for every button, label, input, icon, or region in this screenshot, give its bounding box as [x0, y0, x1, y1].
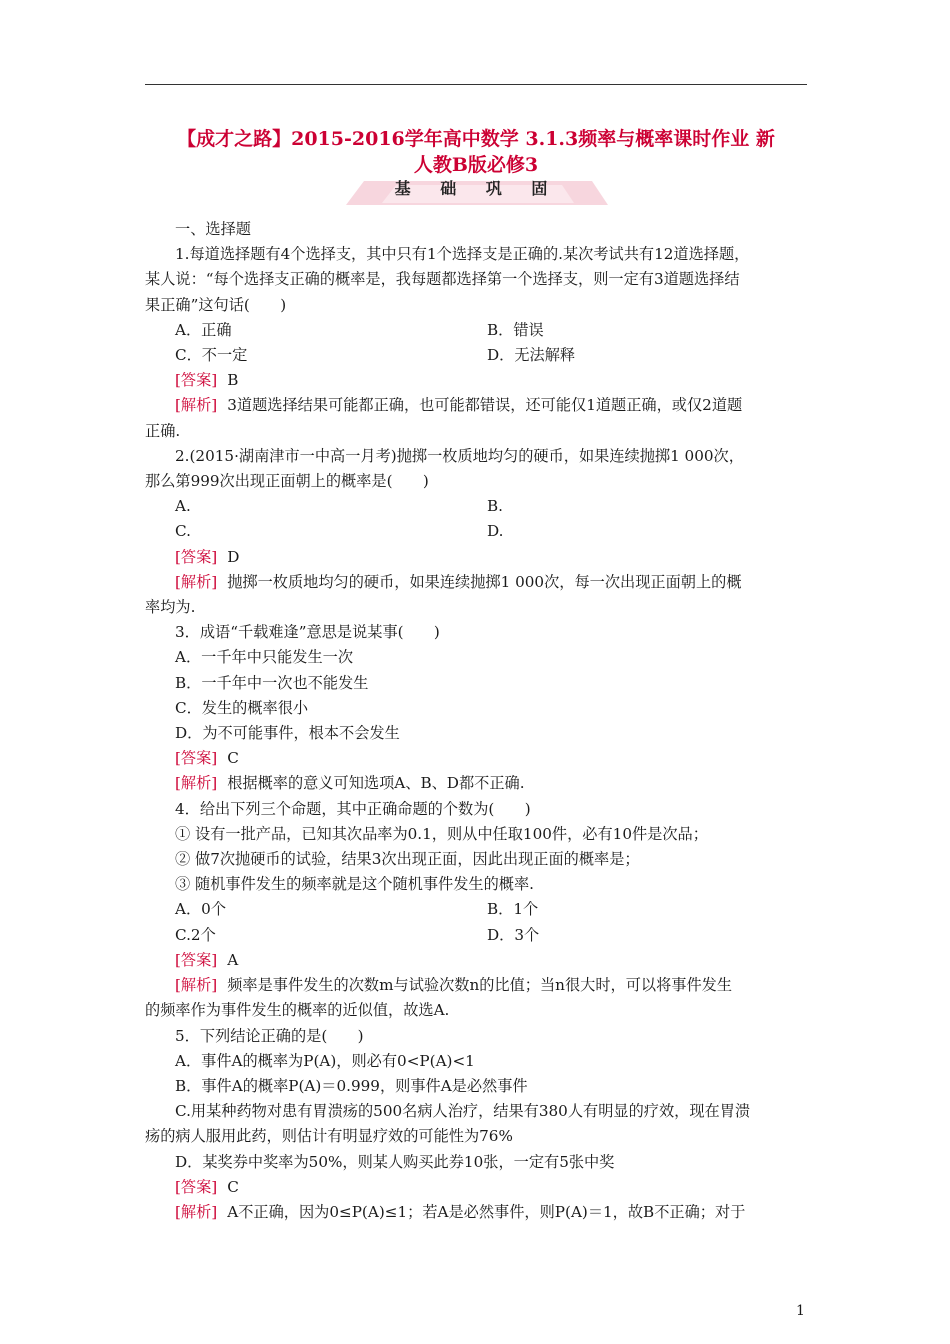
answer-tag: [答案] — [175, 1177, 218, 1196]
q2-option-d: D. — [487, 522, 504, 541]
q1-answer-value: B — [227, 371, 239, 390]
q5-option-a: A．事件A的概率为P(A)，则必有0<P(A)<1 — [175, 1051, 475, 1070]
q2-option-a: A. — [175, 497, 191, 516]
q3-answer — [145, 746, 810, 771]
q5-option-b: B．事件A的概率P(A)＝0.999，则事件A是必然事件 — [175, 1076, 528, 1095]
q4-item-3: ③ 随机事件发生的频率就是这个随机事件发生的概率. — [175, 875, 534, 894]
analysis-tag: [解析] — [175, 396, 218, 415]
q2-answer-value: D — [227, 547, 240, 566]
q2-option-c: C. — [175, 522, 191, 541]
q4-options-row-1 — [145, 897, 810, 922]
analysis-tag: [解析] — [175, 774, 218, 793]
q2-options-row-1 — [145, 494, 810, 519]
q4-options-row-2 — [145, 923, 810, 948]
q5-option-c-2: 疡的病人服用此药，则估计有明显疗效的可能性为76% — [145, 1127, 513, 1146]
q4-option-d: D．3个 — [487, 925, 540, 944]
q5-option-c-1: C.用某种药物对患有胃溃疡的500名病人治疗，结果有380人有明显的疗效，现在胃溃 — [175, 1102, 751, 1121]
q5-analysis: [解析] A不正确，因为0≤P(A)≤1；若A是必然事件，则P(A)＝1，故B不正确；对于 — [175, 1202, 746, 1221]
document-title — [145, 126, 807, 178]
q4-stem: 4．给出下列三个命题，其中正确命题的个数为( ) — [175, 799, 531, 818]
q5-option-d: D．某奖券中奖率为50%，则某人购买此券10张，一定有5张中奖 — [175, 1152, 615, 1171]
q1-option-d: D．无法解释 — [487, 346, 576, 365]
answer-tag: [答案] — [175, 547, 218, 566]
q3-option-a: A．一千年中只能发生一次 — [175, 648, 354, 667]
title-line-1: 【成才之路】2015-2016学年高中数学 3.1.3频率与概率课时作业 新 — [177, 128, 775, 150]
answer-tag: [答案] — [175, 950, 218, 969]
q2-analysis-1: [解析] 抛掷一枚质地均匀的硬币，如果连续抛掷1 000次，每一次出现正面朝上的概 — [175, 572, 742, 591]
q4-item-2: ② 做7次抛硬币的试验，结果3次出现正面，因此出现正面的概率是； — [175, 850, 640, 869]
q4-item-1: ① 设有一批产品，已知其次品率为0.1，则从中任取100件，必有10件是次品； — [175, 824, 708, 843]
q5-answer — [145, 1175, 810, 1200]
q4-option-c: C.2个 — [175, 925, 216, 944]
analysis-tag: [解析] — [175, 1202, 218, 1221]
q1-stem-2: 某人说：“每个选择支正确的概率是，我每题都选择第一个选择支，则一定有3道题选择结 — [145, 270, 740, 289]
analysis-tag: [解析] — [175, 976, 218, 995]
q4-analysis-1: [解析] 频率是事件发生的次数m与试验次数n的比值；当n很大时，可以将事件发生 — [175, 976, 733, 995]
q1-option-a: A．正确 — [175, 320, 232, 339]
q4-answer-value: A — [227, 950, 239, 969]
q1-answer — [145, 368, 810, 393]
q1-options-row-1 — [145, 318, 810, 343]
analysis-tag: [解析] — [175, 572, 218, 591]
q2-stem-1: 2.(2015·湖南津市一中高一月考)抛掷一枚质地均匀的硬币，如果连续抛掷1 000次， — [175, 446, 744, 465]
question-content — [145, 217, 810, 1225]
q5-answer-value: C — [227, 1177, 239, 1196]
q2-options-row-2 — [145, 519, 810, 544]
answer-tag: [答案] — [175, 749, 218, 768]
q1-analysis-2: 正确. — [145, 421, 181, 440]
title-line-2: 人教B版必修3 — [413, 154, 539, 176]
q4-answer — [145, 948, 810, 973]
header-rule — [145, 84, 807, 85]
q4-option-b: B．1个 — [487, 900, 539, 919]
q3-answer-value: C — [227, 749, 239, 768]
q1-option-c: C．不一定 — [175, 346, 248, 365]
q1-stem-3: 果正确”这句话( ) — [145, 295, 287, 314]
q5-stem: 5．下列结论正确的是( ) — [175, 1026, 364, 1045]
q1-stem-1: 1.每道选择题有4个选择支，其中只有1个选择支是正确的.某次考试共有12道选择题， — [175, 245, 750, 264]
section-banner-label: 基 础 巩 固 — [394, 179, 560, 198]
q4-option-a: A．0个 — [175, 900, 227, 919]
q3-option-b: B．一千年中一次也不能发生 — [175, 673, 369, 692]
q1-options-row-2 — [145, 343, 810, 368]
q4-analysis-2: 的频率作为事件发生的概率的近似值，故选A. — [145, 1001, 450, 1020]
q2-analysis-2: 率均为. — [145, 598, 196, 617]
q2-stem-2: 那么第999次出现正面朝上的概率是( ) — [145, 472, 429, 491]
q2-answer — [145, 545, 810, 570]
q3-option-d: D．为不可能事件，根本不会发生 — [175, 724, 400, 743]
q1-analysis-1: [解析] 3道题选择结果可能都正确，也可能都错误，还可能仅1道题正确，或仅2道题 — [175, 396, 743, 415]
page-number: 1 — [796, 1303, 805, 1319]
q3-option-c: C．发生的概率很小 — [175, 698, 309, 717]
section-heading: 一、选择题 — [175, 220, 251, 238]
answer-tag: [答案] — [175, 371, 218, 390]
q3-stem: 3．成语“千载难逢”意思是说某事( ) — [175, 623, 440, 642]
q3-analysis: [解析] 根据概率的意义可知选项A、B、D都不正确. — [175, 774, 525, 793]
q1-option-b: B．错误 — [487, 320, 544, 339]
q2-option-b: B. — [487, 497, 503, 516]
